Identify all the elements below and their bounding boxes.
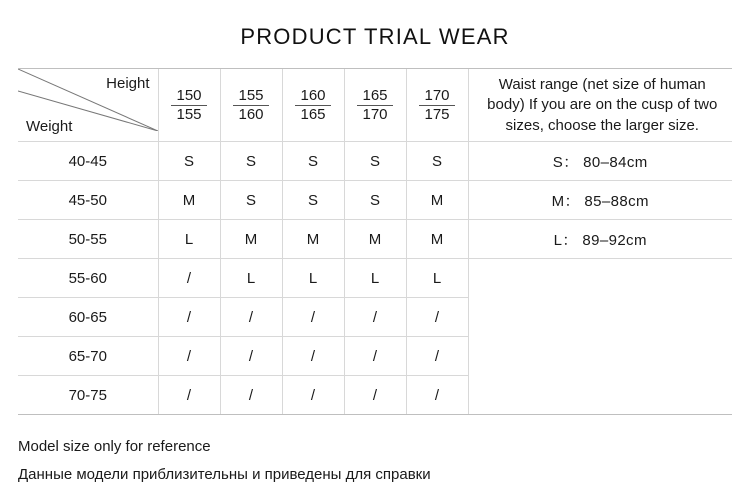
size-cell: / bbox=[158, 298, 220, 337]
note-empty-cell bbox=[468, 259, 732, 298]
weight-label: 70-75 bbox=[18, 376, 158, 415]
size-cell: M bbox=[406, 181, 468, 220]
size-cell: S bbox=[158, 142, 220, 181]
note-empty-cell bbox=[468, 376, 732, 415]
weight-label: 60-65 bbox=[18, 298, 158, 337]
table-header-row bbox=[18, 69, 732, 142]
weight-label: 65-70 bbox=[18, 337, 158, 376]
size-cell: / bbox=[406, 298, 468, 337]
size-cell: M bbox=[406, 220, 468, 259]
table-row bbox=[18, 298, 732, 337]
height-range-bottom: 155 bbox=[171, 105, 207, 123]
table-row bbox=[18, 259, 732, 298]
weight-label: 50-55 bbox=[18, 220, 158, 259]
size-cell: M bbox=[344, 220, 406, 259]
size-table-container bbox=[18, 68, 732, 415]
size-cell: M bbox=[282, 220, 344, 259]
size-cell: M bbox=[158, 181, 220, 220]
height-range-top: 155 bbox=[238, 86, 264, 104]
size-cell: S bbox=[344, 142, 406, 181]
header-height-label: Height bbox=[106, 75, 150, 92]
size-cell: / bbox=[282, 376, 344, 415]
footer-notes bbox=[18, 433, 732, 488]
height-range-col-4 bbox=[344, 69, 406, 142]
weight-label: 45-50 bbox=[18, 181, 158, 220]
size-cell: / bbox=[406, 376, 468, 415]
size-cell: L bbox=[406, 259, 468, 298]
waist-note-m: M： 85–88cm bbox=[468, 181, 732, 220]
height-range-bottom: 175 bbox=[419, 105, 455, 123]
height-range-bottom: 165 bbox=[295, 105, 331, 123]
height-range-top: 165 bbox=[362, 86, 388, 104]
height-range-col-2 bbox=[220, 69, 282, 142]
waist-range-note: Waist range (net size of human body) If you are on the cusp of two sizes, choose the larger size. bbox=[468, 69, 732, 142]
size-cell: S bbox=[220, 142, 282, 181]
size-cell: L bbox=[220, 259, 282, 298]
table-row bbox=[18, 142, 732, 181]
table-row bbox=[18, 181, 732, 220]
height-range-top: 150 bbox=[176, 86, 202, 104]
table-row bbox=[18, 220, 732, 259]
table-row bbox=[18, 376, 732, 415]
size-cell: / bbox=[220, 337, 282, 376]
size-cell: M bbox=[220, 220, 282, 259]
height-range-bottom: 160 bbox=[233, 105, 269, 123]
weight-label: 40-45 bbox=[18, 142, 158, 181]
size-cell: S bbox=[406, 142, 468, 181]
size-cell: / bbox=[406, 337, 468, 376]
footer-note-ru: Данные модели приблизительны и приведены для справки bbox=[18, 465, 431, 483]
page-title: PRODUCT TRIAL WEAR bbox=[240, 24, 510, 49]
size-cell: / bbox=[344, 337, 406, 376]
size-cell: S bbox=[282, 181, 344, 220]
corner-header-cell bbox=[18, 69, 158, 142]
size-cell: L bbox=[282, 259, 344, 298]
header-weight-label: Weight bbox=[26, 118, 73, 135]
height-range-bottom: 170 bbox=[357, 105, 393, 123]
note-empty-cell bbox=[468, 337, 732, 376]
size-cell: S bbox=[220, 181, 282, 220]
size-cell: / bbox=[220, 298, 282, 337]
waist-note-s: S： 80–84cm bbox=[468, 142, 732, 181]
height-range-col-1 bbox=[158, 69, 220, 142]
size-cell: S bbox=[282, 142, 344, 181]
size-cell: / bbox=[282, 298, 344, 337]
size-cell: L bbox=[158, 220, 220, 259]
table-row bbox=[18, 337, 732, 376]
size-cell: / bbox=[282, 337, 344, 376]
size-cell: L bbox=[344, 259, 406, 298]
weight-label: 55-60 bbox=[18, 259, 158, 298]
size-cell: / bbox=[220, 376, 282, 415]
height-range-top: 170 bbox=[424, 86, 450, 104]
size-cell: / bbox=[158, 376, 220, 415]
size-table bbox=[18, 69, 732, 414]
height-range-col-3 bbox=[282, 69, 344, 142]
height-range-col-5 bbox=[406, 69, 468, 142]
size-cell: S bbox=[344, 181, 406, 220]
waist-note-l: L： 89–92cm bbox=[468, 220, 732, 259]
height-range-top: 160 bbox=[300, 86, 326, 104]
size-cell: / bbox=[344, 298, 406, 337]
size-cell: / bbox=[344, 376, 406, 415]
size-cell: / bbox=[158, 337, 220, 376]
size-cell: / bbox=[158, 259, 220, 298]
footer-note-en: Model size only for reference bbox=[18, 438, 211, 455]
note-empty-cell bbox=[468, 298, 732, 337]
